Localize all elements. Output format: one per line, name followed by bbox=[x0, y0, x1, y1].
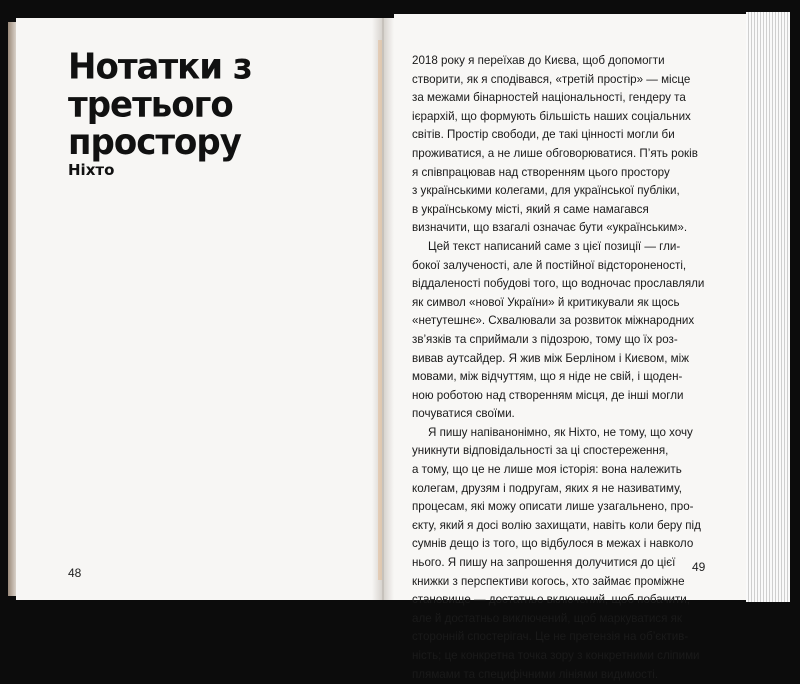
text-line: визначити, що взагалі означає бути «українським». bbox=[412, 221, 688, 235]
chapter-title bbox=[68, 45, 368, 164]
text-line: світів. Простір свободи, де такі цінності могли би bbox=[412, 128, 675, 142]
text-line: а тому, що це не лише моя історія: вона належить bbox=[412, 463, 682, 477]
chapter-author: Ніхто bbox=[68, 161, 115, 179]
text-line: бокої залученості, але й постійної відстороненості, bbox=[412, 258, 687, 272]
spine-shadow bbox=[378, 40, 382, 580]
text-line: Я пишу напіванонімно, як Ніхто, не тому, що хочу bbox=[428, 425, 693, 439]
text-line: уникнути відповідальності за ці спостереження, bbox=[412, 444, 669, 458]
text-line: ність; це конкретна точка зору з конкретними сліпими bbox=[412, 649, 700, 662]
title-line: простору bbox=[68, 121, 241, 164]
page-number-right: 49 bbox=[692, 560, 706, 574]
text-line: книжки з перспективи когось, хто займає проміжне bbox=[412, 574, 685, 588]
text-line: колегам, друзям і подругам, яких я не називатиму, bbox=[412, 481, 682, 495]
body-text bbox=[412, 52, 712, 684]
text-line: я співпрацював над створенням цього простору bbox=[412, 165, 670, 179]
text-line: нього. Я пишу на запрошення долучитися до цієї bbox=[412, 556, 676, 570]
text-line: Цей текст написаний саме з цієї позиції — гли- bbox=[428, 239, 681, 253]
book-gutter bbox=[372, 18, 394, 600]
text-line: зв’язків та сприймали з підозрою, тому що їх роз- bbox=[412, 332, 678, 346]
title-line: Нотатки з bbox=[68, 45, 252, 88]
text-line: з українськими колегами, для української публіки, bbox=[412, 184, 680, 198]
text-line: проживатися, а не лише обговорюватися. П’ять років bbox=[412, 146, 698, 160]
text-line: мовами, між відчуттям, що я ніде не свій, і щоден- bbox=[412, 370, 683, 384]
text-line: як символ «нової України» й критикували як щось bbox=[412, 295, 680, 309]
text-line: становище — достатньо включений, щоб побачити, bbox=[412, 593, 690, 607]
text-line: створити, як я сподівався, «третій простір» — місце bbox=[412, 72, 691, 86]
text-line: ною роботою над створенням місця, де інші могли bbox=[412, 388, 684, 402]
text-line: ієрархій, що формують більшість наших соціальних bbox=[412, 109, 691, 123]
text-line: 2018 року я переїхав до Києва, щоб допомогти bbox=[412, 54, 665, 67]
text-line: сумнів дещо із того, що відбулося в межах і навколо bbox=[412, 537, 694, 551]
text-line: в українському місті, який я саме намагався bbox=[412, 202, 649, 216]
text-line: «нетутешнє». Схвалювали за розвиток міжнародних bbox=[412, 314, 695, 328]
text-line: плямами та специфічними лініями видимості. bbox=[412, 667, 659, 681]
text-line: за межами бінарностей національності, гендеру та bbox=[412, 91, 686, 105]
page-number-left: 48 bbox=[68, 566, 82, 580]
text-line: сторонній спостерігач. Це не претензія на об’єктив- bbox=[412, 630, 689, 644]
text-line: процесам, які можу описати лише узагальнено, про- bbox=[412, 500, 694, 514]
text-line: віддаленості побудові того, що водночас прославляли bbox=[412, 277, 705, 291]
text-line: єкту, який я досі волію захищати, навіть коли беру під bbox=[412, 518, 701, 532]
title-line: третього bbox=[68, 83, 233, 126]
text-line: вивав аутсайдер. Я жив між Берліном і Києвом, між bbox=[412, 351, 689, 365]
text-line: але й достатньо виключений, щоб маркуватися як bbox=[412, 611, 682, 625]
right-page-edges bbox=[746, 12, 790, 602]
text-line: почуватися своїми. bbox=[412, 407, 515, 421]
